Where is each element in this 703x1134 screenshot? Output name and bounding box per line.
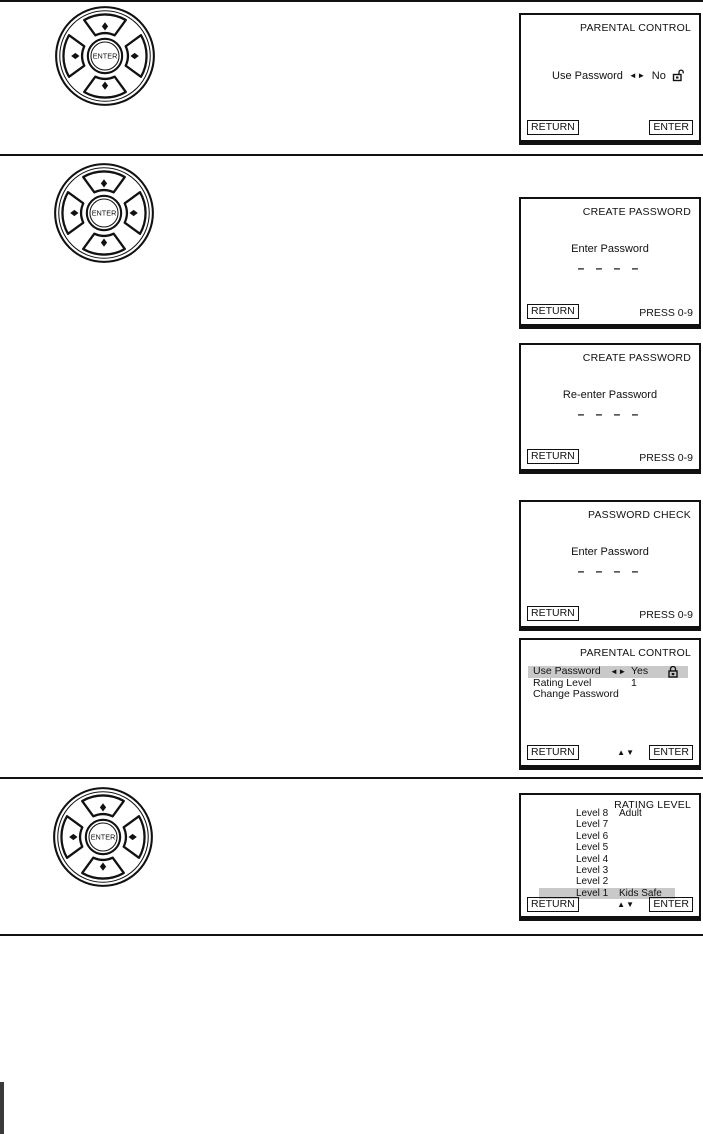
- menu-item-label: Rating Level: [533, 676, 592, 689]
- dpad-enter-button: ENTER: [91, 208, 117, 218]
- enter-key: ENTER: [649, 745, 693, 760]
- level-value: Adult: [619, 808, 642, 819]
- password-prompt: Enter Password: [571, 546, 649, 558]
- level-label: Level 4: [576, 853, 609, 865]
- level-row-4: [539, 854, 675, 865]
- level-row-6: [539, 831, 675, 842]
- use-password-value: No: [651, 69, 666, 82]
- screen-rating-level: [519, 793, 701, 921]
- screen-title: RATING LEVEL: [614, 799, 691, 811]
- section-divider-1: [0, 154, 703, 156]
- screen-title: CREATE PASSWORD: [582, 352, 691, 364]
- menu-item-value: 1: [631, 676, 637, 689]
- up-down-arrows-icon: ▲▼: [617, 900, 635, 909]
- screen-title: CREATE PASSWORD: [582, 206, 691, 218]
- level-row-2: [539, 876, 675, 887]
- level-value: [619, 865, 675, 876]
- press-0-9-hint: PRESS 0-9: [639, 307, 693, 319]
- left-right-arrows-icon: ◄►: [628, 71, 646, 80]
- screen-title: PARENTAL CONTROL: [580, 647, 691, 659]
- locked-icon: [667, 666, 679, 678]
- level-value: [619, 842, 675, 853]
- menu-item-label: Use Password: [533, 665, 601, 677]
- menu-row-use-password: [528, 666, 688, 678]
- return-key: RETURN: [527, 449, 579, 464]
- return-key: RETURN: [527, 897, 579, 912]
- screen-create-password-1: [519, 197, 701, 329]
- screen-title: PASSWORD CHECK: [588, 509, 691, 521]
- page-edge-mark: [0, 1082, 4, 1134]
- up-down-arrows-icon: ▲▼: [617, 748, 635, 757]
- menu-row-change-password: [528, 689, 688, 701]
- level-value: [619, 876, 675, 887]
- password-dashes: – – – –: [577, 407, 643, 421]
- section-divider-3: [0, 934, 703, 936]
- parental-menu: [528, 666, 688, 701]
- dpad-enter-button: ENTER: [90, 832, 116, 842]
- level-row-5: [539, 842, 675, 853]
- dpad-diagram-1: [53, 4, 157, 108]
- level-row-7: [539, 819, 675, 830]
- level-value: [619, 831, 675, 842]
- level-row-3: [539, 865, 675, 876]
- level-row-8: [539, 808, 675, 819]
- password-dashes: – – – –: [577, 261, 643, 275]
- level-label: Level 6: [576, 830, 609, 842]
- level-value: Kids Safe: [619, 887, 662, 899]
- enter-key: ENTER: [649, 897, 693, 912]
- screen-title: PARENTAL CONTROL: [580, 22, 691, 34]
- level-label: Level 1: [576, 887, 609, 899]
- section-divider-2: [0, 777, 703, 779]
- password-dashes: – – – –: [577, 564, 643, 578]
- screen-password-check: [519, 500, 701, 631]
- screen-parental-control-menu: [519, 638, 701, 770]
- password-prompt: Enter Password: [571, 243, 649, 255]
- screen-create-password-2: [519, 343, 701, 474]
- dpad-diagram-2: [52, 161, 156, 265]
- screen-parental-control-off: [519, 13, 701, 145]
- level-label: Level 7: [576, 819, 609, 831]
- level-value: [619, 854, 675, 865]
- level-label: Level 5: [576, 842, 609, 854]
- return-key: RETURN: [527, 745, 579, 760]
- unlocked-icon: [672, 69, 685, 82]
- use-password-label: Use Password: [552, 69, 623, 82]
- rating-level-list: [539, 808, 675, 899]
- level-value: [619, 819, 675, 830]
- top-rule: [0, 0, 703, 2]
- use-password-row: [552, 69, 685, 82]
- press-0-9-hint: PRESS 0-9: [639, 452, 693, 464]
- menu-item-label: Change Password: [533, 688, 619, 700]
- return-key: RETURN: [527, 304, 579, 319]
- return-key: RETURN: [527, 120, 579, 135]
- level-label: Level 3: [576, 864, 609, 876]
- return-key: RETURN: [527, 606, 579, 621]
- level-label: Level 8: [576, 808, 609, 819]
- press-0-9-hint: PRESS 0-9: [639, 609, 693, 621]
- dpad-enter-button: ENTER: [92, 51, 118, 61]
- password-prompt: Re-enter Password: [562, 389, 658, 401]
- level-label: Level 2: [576, 876, 609, 888]
- enter-key: ENTER: [649, 120, 693, 135]
- left-right-arrows-icon: ◄►: [610, 667, 627, 676]
- menu-item-value: Yes: [631, 665, 649, 677]
- dpad-diagram-3: [51, 785, 155, 889]
